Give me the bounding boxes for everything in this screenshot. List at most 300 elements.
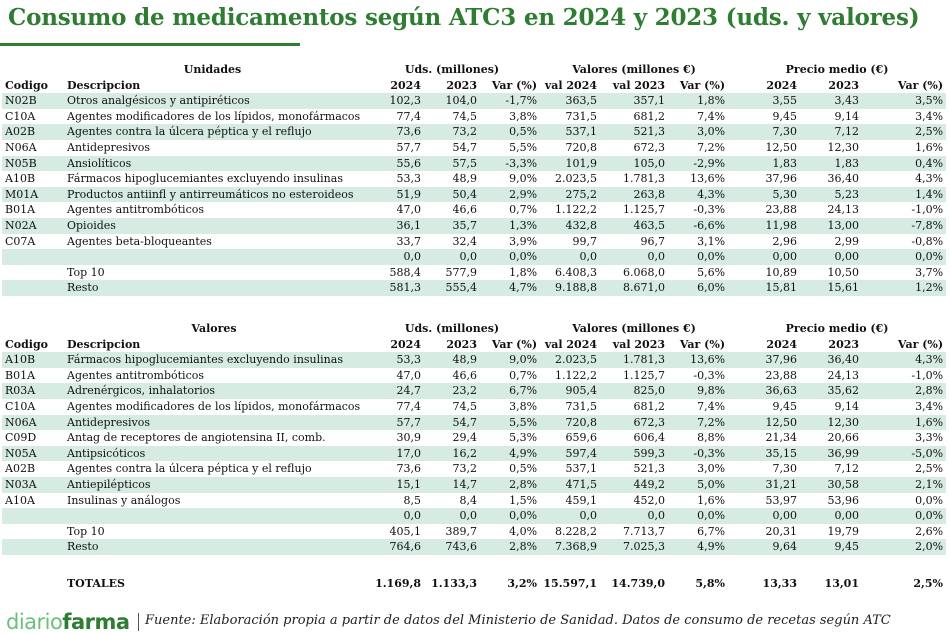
cell-v23: 263,8 (600, 187, 668, 203)
totales-row (2, 576, 946, 592)
cell-v24: 720,8 (540, 415, 600, 431)
cell-u23: 73,2 (424, 124, 480, 140)
cell-v23: 521,3 (633, 462, 666, 476)
cell-p23: 13,01 (824, 577, 859, 590)
cell-v23: 105,0 (600, 156, 668, 172)
cell-vv: 5,8% (695, 577, 725, 590)
cell-code (2, 280, 64, 296)
cell-v24: 275,2 (540, 187, 600, 203)
cell-vv: -2,9% (668, 156, 728, 172)
cell-u23: 29,4 (452, 431, 477, 445)
cell-v24: 6.408,3 (555, 265, 598, 279)
cell-pv: 0,0% (915, 493, 944, 507)
cell-u24: 15,1 (364, 477, 424, 493)
cell-v23: 599,3 (600, 446, 668, 462)
cell-desc: Agentes antitrombóticos (67, 368, 204, 382)
cell-pv: 2,8% (862, 383, 946, 399)
cell-u23: 48,9 (424, 352, 480, 368)
cell-vv: 3,0% (697, 462, 726, 476)
cell-p23: 10,50 (827, 265, 860, 279)
table-row (2, 93, 946, 109)
cell-pv: 3,7% (915, 265, 944, 279)
col-vv: Var (%) (679, 337, 726, 351)
cell-desc: Antag de receptores de angiotensina II, comb. (67, 431, 326, 445)
cell-vv: -0,3% (668, 446, 728, 462)
col-descripcion: Descripcion (67, 78, 141, 92)
cell-p24: 1,83 (728, 156, 800, 172)
cell-uv: 2,8% (480, 477, 540, 493)
table-row (2, 171, 946, 187)
cell-vv: 8,8% (697, 431, 726, 445)
cell-pv: 0,0% (862, 508, 946, 524)
cell-u23: 74,5 (452, 399, 477, 413)
valores-group-header: Valores (millones €) (572, 322, 696, 335)
cell-uv: 5,5% (480, 415, 540, 431)
cell-code: R03A (2, 383, 64, 399)
cell-desc: Antidepresivos (67, 140, 150, 154)
cell-v23: 606,4 (633, 431, 666, 445)
cell-desc (64, 249, 364, 265)
table-row (2, 399, 946, 415)
cell-uv: 4,9% (480, 446, 540, 462)
cell-p23: 2,99 (834, 234, 860, 248)
cell-p24: 2,96 (772, 234, 798, 248)
cell-v24: 537,1 (565, 462, 598, 476)
cell-p23: 53,96 (827, 493, 860, 507)
cell-u23: 35,7 (424, 218, 480, 234)
cell-p24: 12,50 (728, 415, 800, 431)
cell-uv: 6,7% (480, 383, 540, 399)
cell-p24: 36,63 (728, 383, 800, 399)
cell-uv: 0,7% (509, 368, 538, 382)
cell-v24: 2.023,5 (555, 172, 598, 186)
cell-pv: 1,4% (862, 187, 946, 203)
totales-label: TOTALES (67, 577, 125, 590)
cell-v24: 597,4 (540, 446, 600, 462)
cell-pv: 1,2% (862, 280, 946, 296)
cell-u23: 46,6 (452, 368, 477, 382)
cell-pv: -0,8% (911, 234, 944, 248)
cell-p23: 7,12 (834, 462, 860, 476)
cell-code (2, 249, 64, 265)
cell-code: A10B (2, 352, 64, 368)
cell-p23: 24,13 (827, 368, 860, 382)
cell-p24: 15,81 (728, 280, 800, 296)
cell-code: B01A (5, 203, 36, 217)
cell-v24: 432,8 (540, 218, 600, 234)
cell-v23: 825,0 (600, 383, 668, 399)
logo-part-b: farma (62, 610, 130, 634)
table-row (2, 109, 946, 125)
cell-uv: 1,5% (509, 493, 538, 507)
cell-pv: -1,0% (911, 203, 944, 217)
cell-uv: 0,5% (509, 462, 538, 476)
cell-vv: 7,4% (697, 399, 726, 413)
col-uv: Var (%) (491, 337, 538, 351)
cell-p23: 20,66 (827, 431, 860, 445)
cell-pv: 3,4% (915, 109, 944, 123)
cell-u23: 16,2 (424, 446, 480, 462)
cell-uv: 3,2% (507, 577, 537, 590)
cell-p24: 37,96 (728, 352, 800, 368)
cell-u23: 104,0 (424, 93, 480, 109)
cell-p24: 9,45 (772, 109, 798, 123)
cell-u23: 48,9 (452, 172, 477, 186)
cell-p24: 23,88 (765, 203, 798, 217)
cell-pv: 2,5% (915, 462, 944, 476)
cell-p23: 36,99 (800, 446, 862, 462)
cell-desc: Top 10 (67, 265, 105, 279)
uds-group-header: Uds. (millones) (404, 322, 500, 335)
cell-code: N06A (2, 415, 64, 431)
cell-uv: 9,0% (509, 172, 538, 186)
cell-u24: 17,0 (364, 446, 424, 462)
cell-p24: 37,96 (765, 172, 798, 186)
title-underline (0, 43, 300, 46)
cell-u23: 577,9 (445, 265, 477, 279)
unidades-section-header (2, 62, 946, 78)
table-row (2, 383, 946, 399)
cell-uv: 4,0% (509, 524, 538, 538)
table-row (2, 265, 946, 281)
col-v24: val 2024 (544, 78, 598, 92)
cell-u24: 73,6 (364, 124, 424, 140)
col-p23: 2023 (828, 78, 860, 92)
cell-p23: 15,61 (800, 280, 862, 296)
cell-v24: 720,8 (565, 140, 598, 154)
cell-vv: 6,0% (668, 280, 728, 296)
cell-p24: 11,98 (728, 218, 800, 234)
cell-u24: 588,4 (389, 265, 421, 279)
cell-p23: 24,13 (827, 203, 860, 217)
col-p24: 2024 (766, 337, 798, 351)
col-p23: 2023 (828, 337, 860, 351)
table-row (2, 234, 946, 250)
table-row (2, 461, 946, 477)
cell-pv: 3,5% (862, 93, 946, 109)
cell-pv: 1,6% (862, 415, 946, 431)
cell-vv: 3,0% (668, 124, 728, 140)
cell-desc: Top 10 (67, 524, 105, 538)
cell-desc: Fármacos hipoglucemiantes excluyendo insulinas (67, 172, 343, 186)
cell-vv: 0,0% (668, 249, 728, 265)
cell-p23: 12,30 (827, 140, 860, 154)
cell-vv: 7,2% (697, 140, 726, 154)
cell-desc: Resto (64, 539, 364, 555)
cell-code: N05A (2, 446, 64, 462)
cell-v23: 1.781,3 (623, 172, 666, 186)
cell-p24: 3,55 (728, 93, 800, 109)
cell-uv: 5,3% (509, 431, 538, 445)
cell-desc: Agentes beta-bloqueantes (67, 234, 212, 248)
cell-u24: 1.169,8 (375, 577, 421, 590)
cell-uv: 3,8% (509, 399, 538, 413)
cell-u24: 33,7 (396, 234, 421, 248)
cell-v24: 471,5 (540, 477, 600, 493)
cell-uv: 3,9% (509, 234, 538, 248)
cell-u23: 54,7 (424, 415, 480, 431)
cell-p24: 53,97 (765, 493, 798, 507)
cell-desc: Fármacos hipoglucemiantes excluyendo insulinas (64, 352, 364, 368)
cell-code (2, 539, 64, 555)
cell-uv: -3,3% (480, 156, 540, 172)
cell-p23: 3,43 (800, 93, 862, 109)
cell-u23: 54,7 (452, 140, 477, 154)
cell-code: N02A (2, 218, 64, 234)
table-row (2, 493, 946, 509)
cell-code: N02B (2, 93, 64, 109)
cell-v23: 449,2 (600, 477, 668, 493)
cell-u24: 0,0 (364, 508, 424, 524)
cell-v23: 681,2 (633, 109, 666, 123)
cell-u24: 102,3 (364, 93, 424, 109)
cell-p24: 35,15 (728, 446, 800, 462)
cell-u24: 47,0 (396, 368, 421, 382)
col-uv: Var (%) (491, 78, 538, 92)
col-u24: 2024 (390, 78, 421, 92)
page-title: Consumo de medicamentos según ATC3 en 2024 y 2023 (uds. y valores) (8, 4, 920, 31)
cell-u24: 73,6 (396, 462, 421, 476)
cell-vv: 13,6% (690, 172, 726, 186)
table-row (2, 524, 946, 540)
cell-desc: Agentes contra la úlcera péptica y el reflujo (64, 124, 364, 140)
cell-code: A10B (5, 172, 36, 186)
cell-u23: 32,4 (452, 234, 477, 248)
cell-pv: 0,0% (862, 249, 946, 265)
cell-pv: 2,0% (862, 539, 946, 555)
cell-uv: 2,8% (480, 539, 540, 555)
cell-pv: 0,4% (862, 156, 946, 172)
cell-desc: Resto (64, 280, 364, 296)
cell-p23: 9,14 (834, 109, 860, 123)
table-row (2, 430, 946, 446)
cell-pv: 4,3% (915, 172, 944, 186)
cell-code: B01A (5, 368, 36, 382)
cell-uv: 0,7% (509, 203, 538, 217)
cell-u24: 581,3 (364, 280, 424, 296)
precio-group-header: Precio medio (€) (785, 322, 889, 335)
cell-code: A02B (2, 124, 64, 140)
cell-v23: 672,3 (600, 415, 668, 431)
col-u23: 2023 (446, 78, 477, 92)
table-row (2, 280, 946, 296)
cell-uv: 1,3% (480, 218, 540, 234)
cell-pv: -1,0% (911, 368, 944, 382)
cell-p24: 12,50 (765, 140, 798, 154)
cell-v23: 452,0 (633, 493, 666, 507)
cell-p24: 0,00 (728, 249, 800, 265)
col-descripcion: Descripcion (67, 337, 141, 351)
cell-v24: 0,0 (540, 508, 600, 524)
cell-u23: 8,4 (459, 493, 477, 507)
cell-uv: -1,7% (480, 93, 540, 109)
cell-p24: 13,33 (762, 577, 797, 590)
cell-u23: 389,7 (445, 524, 477, 538)
cell-vv: 3,1% (697, 234, 726, 248)
cell-vv: 1,8% (668, 93, 728, 109)
cell-p23: 36,40 (800, 352, 862, 368)
section-title: Valores (191, 322, 237, 335)
cell-v24: 7.368,9 (540, 539, 600, 555)
cell-pv: 1,6% (915, 140, 944, 154)
cell-uv: 3,8% (509, 109, 538, 123)
cell-p24: 7,30 (728, 124, 800, 140)
cell-pv: -5,0% (862, 446, 946, 462)
cell-p23: 13,00 (800, 218, 862, 234)
cell-uv: 9,0% (480, 352, 540, 368)
table-row (2, 446, 946, 462)
cell-v23: 0,0 (600, 508, 668, 524)
cell-p24: 21,34 (765, 431, 798, 445)
cell-v24: 363,5 (540, 93, 600, 109)
cell-v24: 8.228,2 (555, 524, 598, 538)
cell-code (2, 508, 64, 524)
col-pv: Var (%) (897, 337, 944, 351)
cell-u24: 764,6 (364, 539, 424, 555)
cell-pv: 2,5% (913, 577, 943, 590)
table-row (2, 415, 946, 431)
cell-p24: 31,21 (728, 477, 800, 493)
cell-v23: 463,5 (600, 218, 668, 234)
footer (0, 610, 950, 633)
cell-vv: -6,6% (668, 218, 728, 234)
cell-vv: 6,7% (697, 524, 726, 538)
cell-p24: 0,00 (728, 508, 800, 524)
cell-vv: 9,8% (668, 383, 728, 399)
cell-u24: 51,9 (364, 187, 424, 203)
valores-column-header (2, 337, 946, 353)
cell-desc: Productos antiinfl y antirreumáticos no esteroideos (64, 187, 364, 203)
table-row (2, 539, 946, 555)
cell-vv: 13,6% (668, 352, 728, 368)
cell-v23: 1.125,7 (623, 368, 666, 382)
cell-code: N06A (5, 140, 37, 154)
col-p24: 2024 (766, 78, 798, 92)
cell-v23: 521,3 (600, 124, 668, 140)
cell-u23: 555,4 (424, 280, 480, 296)
cell-vv: 7,4% (697, 109, 726, 123)
cell-code: M01A (2, 187, 64, 203)
cell-v24: 731,5 (565, 109, 598, 123)
cell-v23: 6.068,0 (623, 265, 666, 279)
cell-u24: 36,1 (364, 218, 424, 234)
col-v24: val 2024 (544, 337, 598, 351)
cell-u24: 57,7 (396, 140, 421, 154)
valores-group-header: Valores (millones €) (572, 63, 696, 76)
cell-v24: 15.597,1 (543, 577, 597, 590)
table-row (2, 508, 946, 524)
cell-vv: 0,0% (668, 508, 728, 524)
cell-pv: 4,3% (862, 352, 946, 368)
cell-code: A02B (5, 462, 36, 476)
cell-uv: 0,0% (480, 508, 540, 524)
cell-u23: 1.133,3 (431, 577, 477, 590)
table-row (2, 124, 946, 140)
cell-u23: 50,4 (424, 187, 480, 203)
cell-u23: 743,6 (424, 539, 480, 555)
col-codigo: Codigo (5, 337, 48, 351)
cell-v23: 96,7 (640, 234, 666, 248)
cell-v24: 731,5 (565, 399, 598, 413)
cell-v24: 99,7 (572, 234, 598, 248)
cell-u23: 0,0 (424, 249, 480, 265)
cell-v23: 357,1 (600, 93, 668, 109)
precio-group-header: Precio medio (€) (785, 63, 889, 76)
cell-v24: 1.122,2 (555, 203, 598, 217)
diariofarma-logo (6, 610, 130, 634)
cell-uv: 0,5% (480, 124, 540, 140)
logo-part-a: diario (6, 610, 63, 634)
cell-vv: 1,6% (697, 493, 726, 507)
cell-uv: 0,0% (480, 249, 540, 265)
cell-v23: 8.671,0 (600, 280, 668, 296)
cell-p24: 7,30 (772, 462, 798, 476)
section-title: Unidades (183, 63, 242, 76)
cell-uv: 4,7% (480, 280, 540, 296)
cell-v24: 9.188,8 (540, 280, 600, 296)
cell-code: C07A (5, 234, 36, 248)
cell-v24: 101,9 (540, 156, 600, 172)
unidades-column-header (2, 78, 946, 94)
cell-u23: 0,0 (424, 508, 480, 524)
cell-desc: Adrenérgicos, inhalatorios (64, 383, 364, 399)
cell-pv: 3,4% (915, 399, 944, 413)
cell-p23: 35,62 (800, 383, 862, 399)
cell-v23: 681,2 (633, 399, 666, 413)
table-row (2, 202, 946, 218)
cell-p24: 23,88 (765, 368, 798, 382)
cell-v24: 537,1 (540, 124, 600, 140)
unidades-table (2, 62, 946, 296)
cell-uv: 2,9% (480, 187, 540, 203)
cell-u24: 47,0 (396, 203, 421, 217)
table-row (2, 156, 946, 172)
cell-u24: 8,5 (403, 493, 421, 507)
cell-uv: 5,5% (509, 140, 538, 154)
cell-p24: 5,30 (728, 187, 800, 203)
cell-code (2, 524, 64, 540)
col-vv: Var (%) (679, 78, 726, 92)
cell-v24: 1.122,2 (555, 368, 598, 382)
valores-table (2, 321, 946, 555)
cell-p23: 9,45 (800, 539, 862, 555)
cell-pv: 2,1% (862, 477, 946, 493)
cell-pv: 3,3% (915, 431, 944, 445)
cell-desc: Ansiolíticos (64, 156, 364, 172)
cell-p23: 1,83 (800, 156, 862, 172)
cell-vv: 5,0% (668, 477, 728, 493)
cell-p23: 12,30 (800, 415, 862, 431)
table-row (2, 218, 946, 234)
cell-vv: -0,3% (693, 203, 726, 217)
table-row (2, 368, 946, 384)
cell-u23: 74,5 (452, 109, 477, 123)
table-row (2, 352, 946, 368)
cell-u24: 57,7 (364, 415, 424, 431)
cell-code: A10A (5, 493, 35, 507)
cell-v23: 14.739,0 (611, 577, 665, 590)
table-row (2, 477, 946, 493)
cell-desc: Agentes contra la úlcera péptica y el reflujo (67, 462, 312, 476)
cell-v24: 659,6 (565, 431, 598, 445)
cell-u23: 73,2 (452, 462, 477, 476)
cell-v24: 2.023,5 (540, 352, 600, 368)
cell-pv: 2,5% (862, 124, 946, 140)
col-pv: Var (%) (897, 78, 944, 92)
cell-u24: 405,1 (389, 524, 421, 538)
cell-p24: 9,64 (728, 539, 800, 555)
cell-uv: 1,8% (509, 265, 538, 279)
